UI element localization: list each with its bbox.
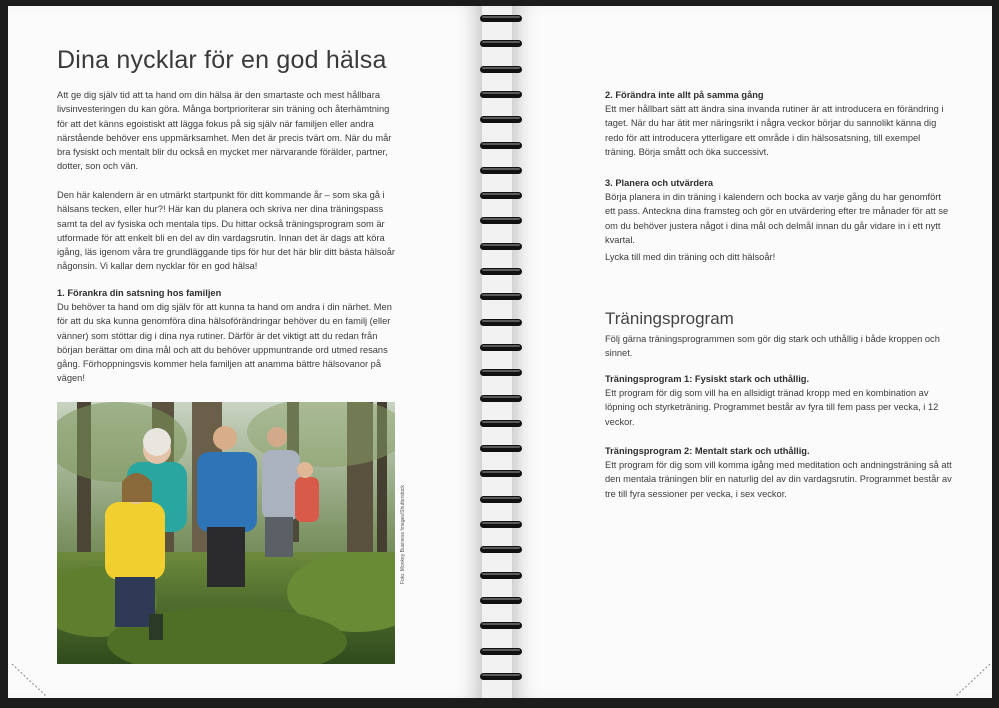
spiral-coil	[478, 672, 524, 681]
program1-text: Ett program för dig som vill ha en allsidigt tränad kropp med en kombination av löpning och styrketräning. Programmet består av fyra till fem pass per vecka, i 12 veckor.	[605, 388, 939, 427]
spiral-coil	[478, 596, 524, 605]
spiral-coil	[478, 444, 524, 453]
spiral-coil	[478, 166, 524, 175]
page-corner-mark	[952, 662, 992, 698]
spiral-coil	[478, 65, 524, 74]
binding-gap	[482, 6, 512, 698]
closing-line: Lycka till med din träning och ditt hälsoår!	[605, 252, 776, 262]
section-title: Träningsprogram	[605, 309, 734, 328]
spiral-coil	[478, 267, 524, 276]
spiral-coil	[478, 419, 524, 428]
spiral-coil	[478, 14, 524, 23]
right-page	[512, 6, 992, 698]
spiral-coil	[478, 39, 524, 48]
key2-text: Ett mer hållbart sätt att ändra sina invanda rutiner är att introducera en förändring i taget. När du har ätit mer näringsrikt i några veckor börjar du sannolikt känna dig redo för att introducera ytterligare ett område i din hälsosatsning, till exempel träning. Börja smått och öka successivt.	[605, 104, 944, 157]
spiral-coil	[478, 647, 524, 656]
key2-heading: 2. Förändra inte allt på samma gång	[605, 90, 764, 100]
spiral-coil	[478, 621, 524, 630]
page-title: Dina nycklar för en god hälsa	[57, 46, 387, 74]
program2-heading: Träningsprogram 2: Mentalt stark och uthållig.	[605, 446, 810, 456]
program1-heading: Träningsprogram 1: Fysiskt stark och uthållig.	[605, 374, 810, 384]
spiral-coil	[478, 495, 524, 504]
spiral-coil	[478, 216, 524, 225]
spiral-coil	[478, 191, 524, 200]
spiral-coil	[478, 318, 524, 327]
spiral-coil	[478, 242, 524, 251]
section-intro: Följ gärna träningsprogrammen som gör dig stark och uthållig i både kroppen och sinnet.	[605, 334, 940, 359]
key1-text: Du behöver ta hand om dig själv för att kunna ta hand om andra i din närhet. Men för att du ska kunna genomföra dina hälsoförändringar behöver du en familj (eller vänner) som stöttar dig i dina nya rutiner. Därför är det viktigt att du redan från början berättar om dina mål och att du behöver uppmuntrande ord utmed resans gång. Förhoppningsvis kommer hela familjen att anamma bättre hälsovanor på vägen!	[57, 302, 392, 384]
spiral-coil	[478, 368, 524, 377]
spiral-coil	[478, 394, 524, 403]
key3-text: Börja planera in din träning i kalendern och bocka av varje gång du har genomfört ett pass. Anteckna dina framsteg och gör en utvärdering efter tre månader för att se om du behöver justera något i dina mål och delmål innan du går vidare in i ett nytt kvartal.	[605, 192, 949, 245]
left-page	[8, 6, 482, 698]
spiral-coil	[478, 469, 524, 478]
spiral-coil	[478, 571, 524, 580]
spiral-coil	[478, 90, 524, 99]
calendar-paragraph: Den här kalendern är en utmärkt startpunkt för ditt kommande år – som ska gå i hälsans tecken, eller hur?! Här kan du planera och skriva ner dina träningspass samt ta del av fysiska och mentala tips. Du hittar också träningsprogram som är utformade för att enkelt bli en del av din vardagsrutin. Innan det är dags att köra igång, läs igenom våra tre grundläggande tips för hur det här blir ditt bästa hälsoår någonsin. Vi kallar dem nycklar för en god hälsa!	[57, 190, 395, 272]
program2-text: Ett program för dig som vill komma igång med meditation och andningsträning så att den mentala träningen blir en naturlig del av din vardagsrutin. Programmet består av tre till fyra sessioner per vecka, i sex veckor.	[605, 460, 952, 499]
family-hiking-photo	[57, 402, 395, 664]
spiral-coil	[478, 343, 524, 352]
page-corner-mark	[10, 662, 50, 698]
photo-credit: Foto: Monkey Business Images/Shutterstock	[400, 485, 406, 584]
spiral-coil	[478, 545, 524, 554]
spiral-coil	[478, 292, 524, 301]
spiral-coil	[478, 141, 524, 150]
spiral-coil	[478, 520, 524, 529]
key3-heading: 3. Planera och utvärdera	[605, 178, 713, 188]
intro-paragraph: Att ge dig själv tid att ta hand om din hälsa är den smartaste och mest hållbara livsinvesteringen du kan göra. Många bortprioriterar sin träning och återhämtning för att det känns egoistiskt att lägga fokus på sig själv när familjen eller andra närstående behöver ens uppmärksamhet. Men det är precis tvärt om. När du mår bra fysiskt och mentalt blir du också en mycket mer närvarande förälder, partner, dotter, son och vän.	[57, 90, 392, 172]
spiral-coil	[478, 115, 524, 124]
key1-heading: 1. Förankra din satsning hos familjen	[57, 288, 222, 298]
